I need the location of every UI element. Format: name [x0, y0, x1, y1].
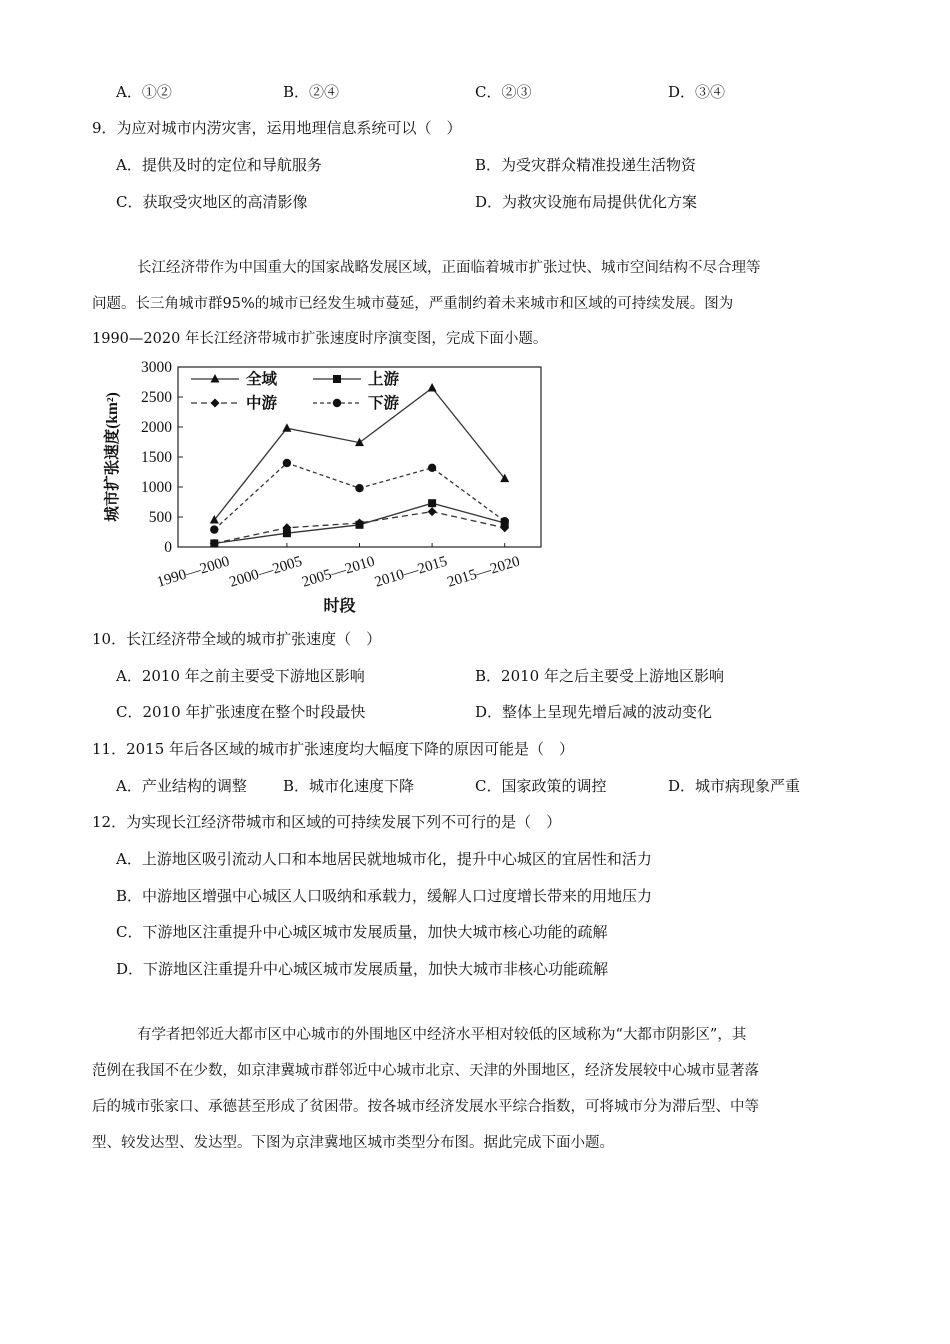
data-point — [210, 525, 218, 533]
q12-stem: 12．为实现长江经济带城市和区域的可持续发展下列不可行的是（ ） — [92, 813, 562, 831]
legend-label-2: 上游 — [368, 371, 400, 388]
q10-stem: 10．长江经济带全域的城市扩张速度（ ） — [92, 630, 382, 648]
q11-option-d: D．城市病现象严重 — [668, 777, 801, 795]
y-tick-label: 2500 — [141, 389, 172, 406]
q9-option-a: A．提供及时的定位和导航服务 — [116, 156, 322, 174]
legend-marker-1 — [211, 374, 220, 383]
q11-option-c: C．国家政策的调控 — [475, 777, 607, 795]
q9-option-c: C．获取受灾地区的高清影像 — [116, 193, 308, 211]
q9-option-d: D．为救灾设施布局提供优化方案 — [475, 193, 698, 211]
y-tick-label: 3000 — [141, 359, 172, 376]
passage1-line-2: 问题。长三角城市群95%的城市已经发生城市蔓延，严重制约着未来城市和区域的可持续发展。图为 — [92, 296, 734, 312]
q12-option-b: B．中游地区增强中心城区人口吸纳和承载力，缓解人口过度增长带来的用地压力 — [116, 887, 653, 905]
q12-option-c: C．下游地区注重提升中心城区城市发展质量，加快大城市核心功能的疏解 — [116, 923, 608, 941]
passage2-line-1: 有学者把邻近大都市区中心城市的外围地区中经济水平相对较低的区域称为“大都市阴影区”，其 — [137, 1027, 747, 1043]
passage1-line-1: 长江经济带作为中国重大的国家战略发展区域，正面临着城市扩张过快、城市空间结构不尽合理等 — [137, 260, 761, 276]
q11-stem: 11．2015 年后各区域的城市扩张速度均大幅度下降的原因可能是（ ） — [92, 740, 575, 758]
y-tick-label: 2000 — [141, 419, 172, 436]
expansion-speed-chart — [95, 352, 555, 622]
y-tick-label: 1500 — [141, 449, 172, 466]
data-point — [501, 517, 509, 525]
q12-option-d: D．下游地区注重提升中心城区城市发展质量，加快大城市非核心功能疏解 — [116, 960, 609, 978]
y-axis-label: 城市扩张速度(km²) — [104, 392, 121, 522]
legend-marker-3 — [211, 399, 220, 408]
y-tick-label: 500 — [148, 509, 172, 526]
x-tick-label: 2000—2005 — [227, 553, 305, 591]
legend-marker-2 — [333, 375, 341, 383]
legend-label-1: 全域 — [246, 371, 278, 388]
data-point — [428, 383, 437, 392]
legend-label-4: 下游 — [368, 395, 400, 412]
data-point — [428, 499, 436, 507]
data-point — [428, 464, 436, 472]
passage1-line-3: 1990—2020 年长江经济带城市扩张速度时序演变图，完成下面小题。 — [92, 331, 548, 347]
q11-option-b: B．城市化速度下降 — [283, 777, 415, 795]
legend-label-3: 中游 — [246, 395, 278, 412]
q9-stem: 9．为应对城市内涝灾害，运用地理信息系统可以（ ） — [92, 119, 462, 137]
q8-option-a: A．①② — [116, 83, 172, 101]
y-tick-label: 1000 — [141, 479, 172, 496]
q10-option-b: B．2010 年之后主要受上游地区影响 — [475, 667, 724, 685]
q8-option-d: D．③④ — [668, 83, 726, 101]
passage2-line-2: 范例在我国不在少数，如京津冀城市群邻近中心城市北京、天津的外围地区，经济发展较中心城市显著落 — [92, 1063, 759, 1079]
q10-option-d: D．整体上呈现先增后减的波动变化 — [475, 703, 713, 721]
passage2-line-3: 后的城市张家口、承德甚至形成了贫困带。按各城市经济发展水平综合指数，可将城市分为滞后型、中等 — [92, 1099, 759, 1115]
x-axis-label: 时段 — [323, 598, 356, 615]
q8-option-b: B．②④ — [283, 83, 340, 101]
q10-option-a: A．2010 年之前主要受下游地区影响 — [116, 667, 365, 685]
data-point — [283, 459, 291, 467]
y-tick-label: 0 — [164, 539, 172, 556]
q8-option-c: C．②③ — [475, 83, 532, 101]
data-point — [282, 423, 291, 432]
legend-marker-4 — [333, 399, 341, 407]
x-tick-label: 1990—2000 — [155, 553, 232, 591]
q11-option-a: A．产业结构的调整 — [116, 777, 247, 795]
q9-option-b: B．为受灾群众精准投递生活物资 — [475, 156, 697, 174]
data-point — [355, 484, 363, 492]
q10-option-c: C．2010 年扩张速度在整个时段最快 — [116, 703, 366, 721]
x-tick-label: 2015—2020 — [445, 553, 522, 591]
data-point — [428, 507, 437, 516]
q12-option-a: A．上游地区吸引流动人口和本地居民就地城市化，提升中心城区的宜居性和活力 — [116, 850, 652, 868]
x-tick-label: 2010—2015 — [372, 553, 450, 591]
passage2-line-4: 型、较发达型、发达型。下图为京津冀地区城市类型分布图。据此完成下面小题。 — [92, 1135, 614, 1151]
x-tick-label: 2005—2010 — [300, 553, 377, 591]
